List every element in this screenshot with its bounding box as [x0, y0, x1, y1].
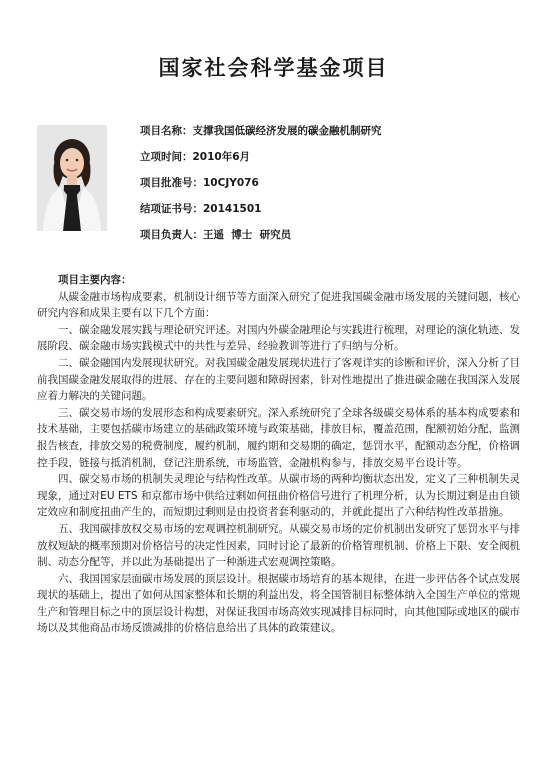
content-heading: 项目主要内容： [58, 274, 132, 286]
project-name-value: 支撑我国低碳经济发展的碳金融机制研究 [192, 125, 382, 137]
project-approval-row [140, 175, 540, 201]
project-name-row [140, 123, 540, 149]
project-start-row [140, 149, 540, 175]
project-leader-value: 王遥 博士 研究员 [203, 229, 292, 241]
content-paragraph-6: 六、我国国家层面碳市场发展的顶层设计。根据碳市场培育的基本规律，在进一步评估各个试点发展现状的基础上，提出了如何从国家整体和长期的利益出发，将全国管制目标整体纳入全国生产单位的常规生产和管理目标之中的顶层设计构想，对保证我国市场高效实现减排目标同时，向其他国际或地区的碳市场以及其他商品市场反馈减排的价格信息给出了具体的政策建议。 [37, 572, 520, 635]
content-paragraph-intro: 从碳金融市场构成要素，机制设计细节等方面深入研究了促进我国碳金融市场发展的关键问题，核心研究内容和成果主要有以下几个方面： [37, 290, 520, 320]
content-paragraph-3: 三、碳交易市场的发展形态和构成要素研究。深入系统研究了全球各级碳交易体系的基本构成要素和技术基础，主要包括碳市场建立的基础政策环境与政策基础，排放目标，覆盖范围，配额初始分配，监测报告核查，排放交易的税费制度，履约机制，履约期和交易期的确定，惩罚水平，配额动态分配，价格调控手段，链接与抵消机制，登记注册系统，市场监管，金融机构参与，排放交易平台设计等。 [37, 406, 520, 469]
project-approval-label: 项目批准号： [140, 177, 203, 189]
project-start-value: 2010年6月 [192, 151, 251, 163]
page-title: 国家社会科学基金项目 [158, 56, 389, 80]
content-paragraph-2: 二、碳金融国内发展现状研究。对我国碳金融发展现状进行了客观详实的诊断和评价，深入分析了目前我国碳金融发展取得的进展、存在的主要问题和障碍因素，针对性地提出了推进碳金融在我国深入发展应着力解决的关键问题。 [37, 356, 520, 403]
project-cert-value: 20141501 [203, 203, 262, 215]
content-paragraph-4: 四、碳交易市场的机制失灵理论与结构性改革。从碳市场的两种均衡状态出发，定义了三种机制失灵现象，通过对EU ETS 和京都市场中供给过剩如何扭曲价格信号进行了机理分析，认为长期过剩是由自锁定效应和制度扭曲产生的，而短期过剩则是由投资者套利驱动的，并就此提出了六种结构性改革措施。 [37, 473, 520, 519]
project-leader-label: 项目负责人： [140, 229, 203, 241]
researcher-portrait-photo [37, 125, 107, 231]
content-paragraph-5: 五、我国碳排放权交易市场的宏观调控机制研究。从碳交易市场的定价机制出发研究了惩罚水平与排放权短缺的概率预期对价格信号的决定性因素，同时讨论了最新的价格管理机制、价格上下限、安全阀机制、动态分配等，并以此为基础提出了一种渐进式宏观调控策略。 [37, 522, 520, 569]
project-leader-row [140, 227, 540, 253]
project-content [37, 272, 520, 637]
project-cert-row [140, 201, 540, 227]
project-approval-value: 10CJY076 [203, 177, 259, 189]
project-info [140, 123, 540, 253]
project-cert-label: 结项证书号： [140, 203, 203, 215]
portrait-image [37, 125, 107, 231]
project-name-label: 项目名称： [140, 125, 193, 137]
content-paragraph-1: 一、碳金融发展实践与理论研究评述。对国内外碳金融理论与实践进行梳理，对理论的演化轨迹、发展阶段、碳金融市场实践模式中的共性与差异、经验教训等进行了归纳与分析。 [37, 323, 520, 353]
project-start-label: 立项时间： [140, 151, 193, 163]
